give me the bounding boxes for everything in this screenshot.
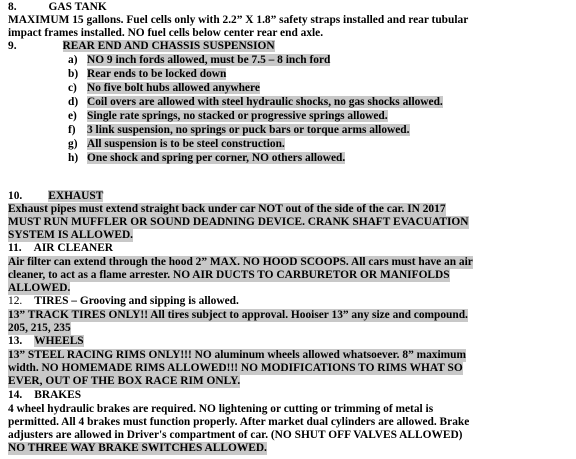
list-item (68, 152, 345, 165)
section-title: WHEELS (34, 335, 84, 347)
section-14-line-1: 4 wheel hydraulic brakes are required. NO lightening or cutting or trimming of metal is (8, 403, 434, 415)
section-10-line-3: SYSTEM IS ALLOWED. (8, 229, 134, 241)
list-letter: a) (68, 54, 78, 66)
section-11-line-1: Air filter can extend through the hood 2” MAX. NO HOOD SCOOPS. All cars must have an air (8, 256, 473, 268)
section-13-heading (8, 335, 84, 348)
section-number: 14. (8, 389, 23, 401)
section-9-heading (8, 40, 275, 53)
section-title: REAR END AND CHASSIS SUSPENSION (62, 40, 275, 52)
section-title: BRAKES (34, 389, 82, 401)
list-letter: b) (68, 68, 79, 80)
section-title: AIR CLEANER (33, 242, 114, 254)
section-12-heading (8, 295, 239, 308)
list-text: Coil overs are allowed with steel hydraulic shocks, no gas shocks allowed. (87, 96, 443, 108)
list-item (68, 82, 260, 95)
section-14-line-2: permitted. All 4 brakes must function properly. After market dual cylinders are allowed. Brake (8, 416, 470, 428)
list-text: 3 link suspension, no springs or puck bars or torque arms allowed. (87, 124, 410, 136)
list-text: Single rate springs, no stacked or progressive springs allowed. (87, 110, 388, 122)
list-text: Rear ends to be locked down (87, 68, 227, 80)
list-text: One shock and spring per corner, NO others allowed. (87, 152, 346, 164)
section-8-heading (8, 1, 107, 14)
section-8-line-2: impact frames installed. NO fuel cells below center rear end axle. (8, 27, 324, 39)
list-item (68, 138, 285, 151)
list-letter: g) (68, 138, 78, 150)
list-item (68, 54, 330, 67)
section-10-line-1: Exhaust pipes must extend straight back under car NOT out of the side of the car. IN 2017 (8, 203, 446, 215)
list-letter: h) (68, 152, 79, 164)
list-letter: e) (68, 110, 77, 122)
section-number: 13. (8, 335, 23, 347)
list-text: All suspension is to be steel construction. (87, 138, 285, 150)
section-11-heading (8, 242, 113, 255)
section-title: TIRES – Grooving and sipping is allowed. (34, 295, 239, 307)
section-title: EXHAUST (48, 190, 104, 202)
section-11-line-2: cleaner, to act as a flame arrester. NO AIR DUCTS TO CARBURETOR OR MANIFOLDS (8, 269, 450, 281)
list-letter: f) (68, 124, 76, 136)
list-text: No five bolt hubs allowed anywhere (87, 82, 260, 94)
section-13-line-1: 13” STEEL RACING RIMS ONLY!!! NO aluminum wheels allowed whatsoever. 8” maximum (8, 349, 466, 361)
section-14-heading (8, 389, 81, 402)
section-number: 10. (8, 190, 23, 202)
section-number: 9. (8, 40, 17, 52)
section-14-line-4: NO THREE WAY BRAKE SWITCHES ALLOWED. (8, 442, 267, 454)
list-letter: c) (68, 82, 77, 94)
section-12-line-1: 13” TRACK TIRES ONLY!! All tires subject to approval. Hooiser 13” any size and compound. (8, 309, 468, 321)
list-item (68, 110, 388, 123)
list-letter: d) (68, 96, 79, 108)
section-14-line-3: adjusters are allowed in Driver's compartment of car. (NO SHUT OFF VALVES ALLOWED) (8, 429, 463, 441)
section-11-line-3: ALLOWED. (8, 282, 71, 294)
section-number: 8. (8, 1, 17, 13)
section-number: 11. (8, 242, 22, 254)
list-item (68, 124, 410, 137)
section-10-line-2: MUST RUN MUFFLER OR SOUND DEADNING DEVICE. CRANK SHAFT EVACUATION (8, 216, 469, 228)
section-title: GAS TANK (48, 1, 107, 13)
list-item (68, 96, 443, 109)
section-8-line-1: MAXIMUM 15 gallons. Fuel cells only with 2.2” X 1.8” safety straps installed and rear tubular (8, 14, 469, 26)
section-13-line-3: EVER, OUT OF THE BOX RACE RIM ONLY. (8, 375, 241, 387)
section-13-line-2: width. NO HOMEMADE RIMS ALLOWED!!! NO MODIFICATIONS TO RIMS WHAT SO (8, 362, 463, 374)
section-number: 12. (8, 295, 23, 307)
list-item (68, 68, 226, 81)
section-12-line-2: 205, 215, 235 (8, 322, 71, 334)
section-10-heading (8, 190, 103, 203)
list-text: NO 9 inch fords allowed, must be 7.5 – 8 inch ford (87, 54, 331, 66)
